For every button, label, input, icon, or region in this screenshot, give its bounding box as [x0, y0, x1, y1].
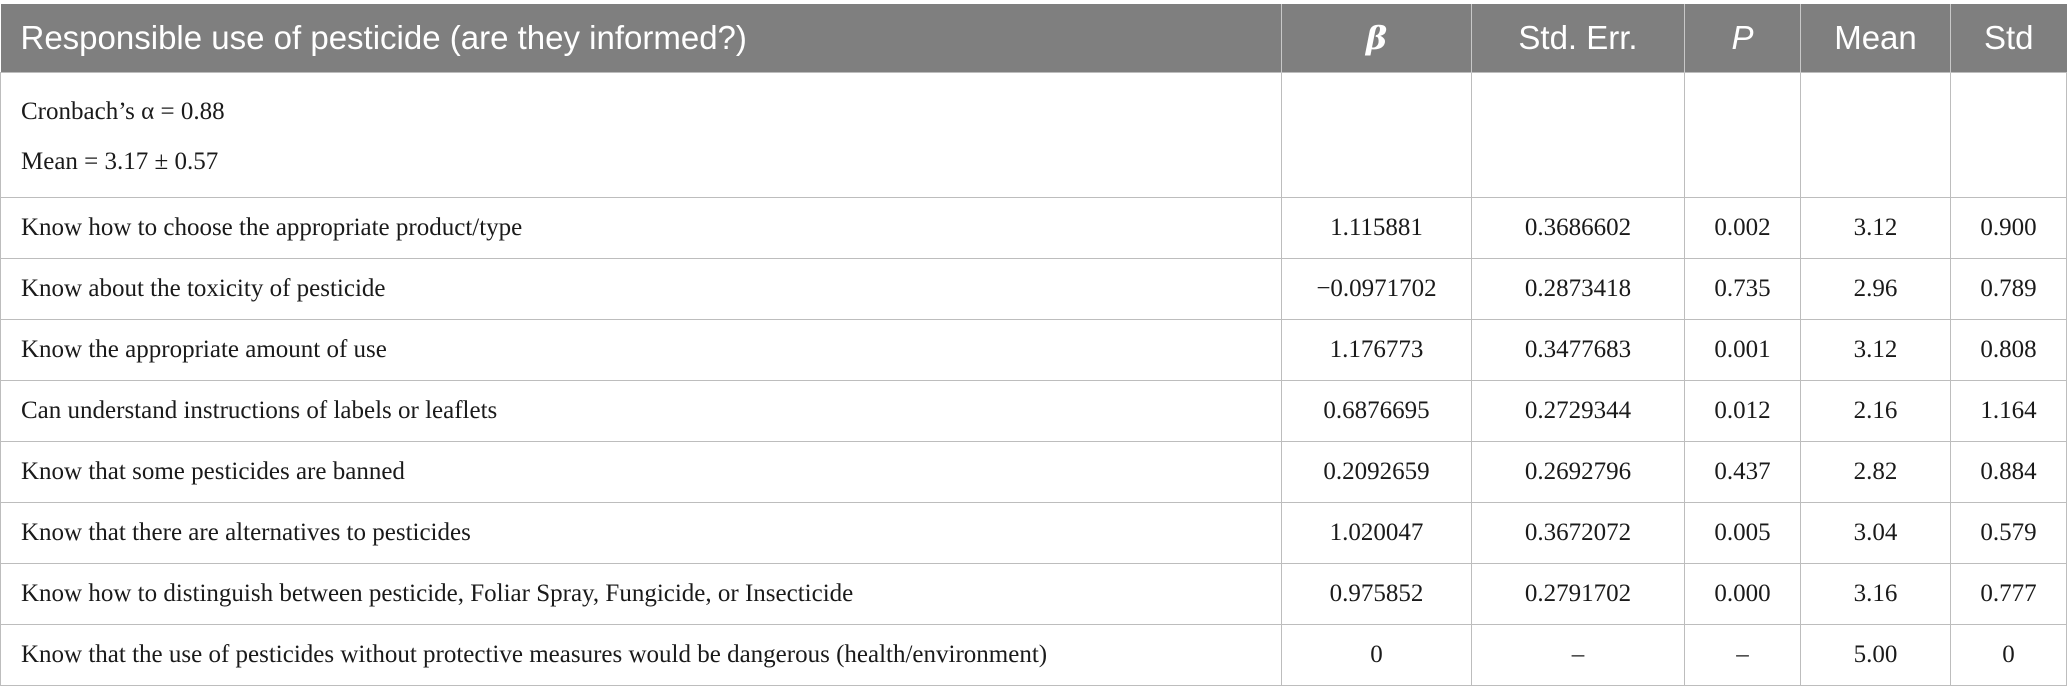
mean-value-cell: 3.12	[1801, 320, 1951, 381]
item-label-cell: Know that there are alternatives to pesticides	[1, 503, 1282, 564]
std-err-value-cell: 0.2791702	[1472, 564, 1685, 625]
std-value-cell: 0.884	[1951, 442, 2067, 503]
header-std: Std	[1951, 4, 2067, 73]
beta-value-cell: 0	[1282, 625, 1472, 686]
std-value-cell: 0.900	[1951, 198, 2067, 259]
std-err-value-cell: 0.2729344	[1472, 381, 1685, 442]
beta-value-cell: 1.020047	[1282, 503, 1472, 564]
table-row	[1, 198, 2067, 259]
mean-value-cell: 2.16	[1801, 381, 1951, 442]
mean-value-cell: 2.82	[1801, 442, 1951, 503]
p-value-cell: 0.000	[1685, 564, 1801, 625]
std-err-value-cell: 0.2873418	[1472, 259, 1685, 320]
empty-cell	[1951, 73, 2067, 198]
p-value-cell: 0.002	[1685, 198, 1801, 259]
table-body	[1, 73, 2067, 686]
scale-info-row	[1, 73, 2067, 198]
std-value-cell: 1.164	[1951, 381, 2067, 442]
p-value-cell: 0.437	[1685, 442, 1801, 503]
beta-value-cell: 0.975852	[1282, 564, 1472, 625]
item-label-cell: Know about the toxicity of pesticide	[1, 259, 1282, 320]
std-err-value-cell: 0.3672072	[1472, 503, 1685, 564]
table-row	[1, 381, 2067, 442]
mean-value-cell: 2.96	[1801, 259, 1951, 320]
p-value-cell: 0.012	[1685, 381, 1801, 442]
results-table-container	[0, 4, 2066, 686]
beta-value-cell: 0.2092659	[1282, 442, 1472, 503]
table-row	[1, 442, 2067, 503]
empty-cell	[1685, 73, 1801, 198]
table-row	[1, 564, 2067, 625]
header-mean: Mean	[1801, 4, 1951, 73]
item-label-cell: Know how to choose the appropriate product/type	[1, 198, 1282, 259]
mean-value-cell: 3.12	[1801, 198, 1951, 259]
table-row	[1, 503, 2067, 564]
item-label-cell: Can understand instructions of labels or leaflets	[1, 381, 1282, 442]
scale-mean: Mean = 3.17 ± 0.57	[21, 148, 219, 175]
beta-value-cell: 1.176773	[1282, 320, 1472, 381]
item-label-cell: Know that some pesticides are banned	[1, 442, 1282, 503]
beta-value-cell: −0.0971702	[1282, 259, 1472, 320]
std-value-cell: 0.808	[1951, 320, 2067, 381]
table-header	[1, 4, 2067, 73]
mean-value-cell: 5.00	[1801, 625, 1951, 686]
std-err-value-cell: –	[1472, 625, 1685, 686]
header-std-err: Std. Err.	[1472, 4, 1685, 73]
table-row	[1, 259, 2067, 320]
std-err-value-cell: 0.3686602	[1472, 198, 1685, 259]
std-value-cell: 0.579	[1951, 503, 2067, 564]
header-row	[1, 4, 2067, 73]
beta-value-cell: 1.115881	[1282, 198, 1472, 259]
table-row	[1, 320, 2067, 381]
header-beta: β	[1282, 4, 1472, 73]
item-label-cell: Know that the use of pesticides without protective measures would be dangerous (health/environment)	[1, 625, 1282, 686]
scale-info-cell	[1, 73, 1282, 198]
p-value-cell: 0.001	[1685, 320, 1801, 381]
empty-cell	[1801, 73, 1951, 198]
p-value-cell: 0.005	[1685, 503, 1801, 564]
std-err-value-cell: 0.2692796	[1472, 442, 1685, 503]
empty-cell	[1282, 73, 1472, 198]
empty-cell	[1472, 73, 1685, 198]
header-p-value: P	[1685, 4, 1801, 73]
std-value-cell: 0	[1951, 625, 2067, 686]
header-item-column: Responsible use of pesticide (are they informed?)	[1, 4, 1282, 73]
std-value-cell: 0.777	[1951, 564, 2067, 625]
beta-value-cell: 0.6876695	[1282, 381, 1472, 442]
p-value-cell: –	[1685, 625, 1801, 686]
mean-value-cell: 3.04	[1801, 503, 1951, 564]
std-err-value-cell: 0.3477683	[1472, 320, 1685, 381]
mean-value-cell: 3.16	[1801, 564, 1951, 625]
p-value-cell: 0.735	[1685, 259, 1801, 320]
results-table	[0, 4, 2067, 686]
std-value-cell: 0.789	[1951, 259, 2067, 320]
item-label-cell: Know how to distinguish between pesticide, Foliar Spray, Fungicide, or Insecticide	[1, 564, 1282, 625]
table-row	[1, 625, 2067, 686]
cronbach-alpha: Cronbach’s α = 0.88	[21, 98, 225, 125]
item-label-cell: Know the appropriate amount of use	[1, 320, 1282, 381]
